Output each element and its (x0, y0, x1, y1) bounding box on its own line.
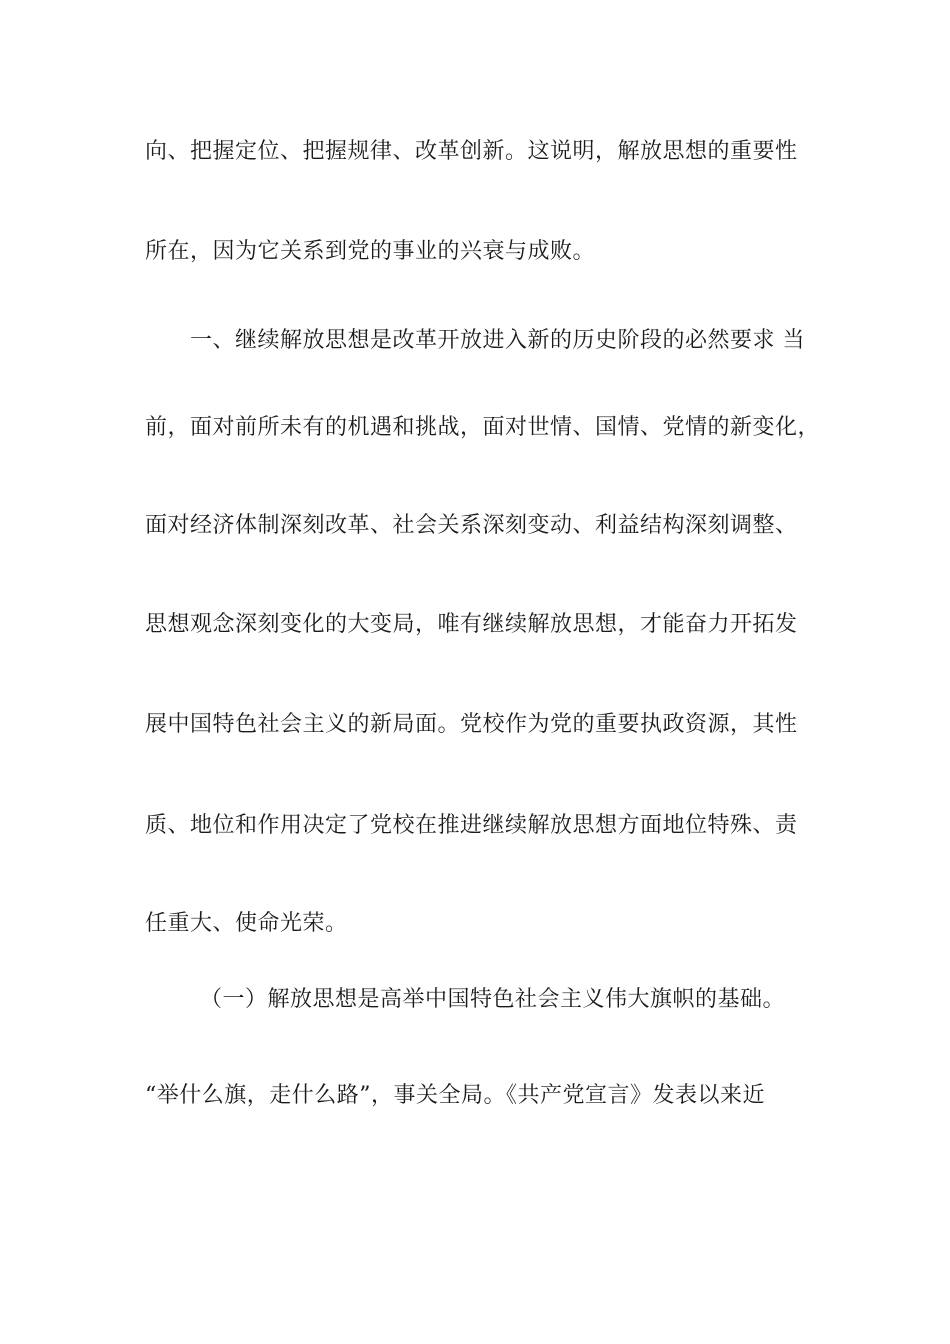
body-text-line: 展中国特色社会主义的新局面。党校作为党的重要执政资源，其性 (145, 712, 798, 737)
subsection-heading-line: （一）解放思想是高举中国特色社会主义伟大旗帜的基础。 (200, 987, 786, 1012)
body-text-line: 面对经济体制深刻改革、社会关系深刻变动、利益结构深刻调整、 (145, 513, 798, 538)
body-text-line: 前，面对前所未有的机遇和挑战，面对世情、国情、党情的新变化， (145, 415, 821, 440)
body-text-line: 任重大、使命光荣。 (145, 911, 348, 936)
section-heading-line: 一、继续解放思想是改革开放进入新的历史阶段的必然要求 当 (190, 328, 805, 353)
body-text-line: “举什么旗，走什么路”，事关全局。《共产党宣言》发表以来近 (145, 1083, 765, 1108)
body-text-line: 质、地位和作用决定了党校在推进继续解放思想方面地位特殊、责 (145, 813, 798, 838)
body-text-line: 向、把握定位、把握规律、改革创新。这说明，解放思想的重要性 (145, 139, 798, 164)
body-text-line: 所在，因为它关系到党的事业的兴衰与成败。 (145, 239, 596, 264)
body-text-line: 思想观念深刻变化的大变局，唯有继续解放思想，才能奋力开拓发 (145, 612, 798, 637)
